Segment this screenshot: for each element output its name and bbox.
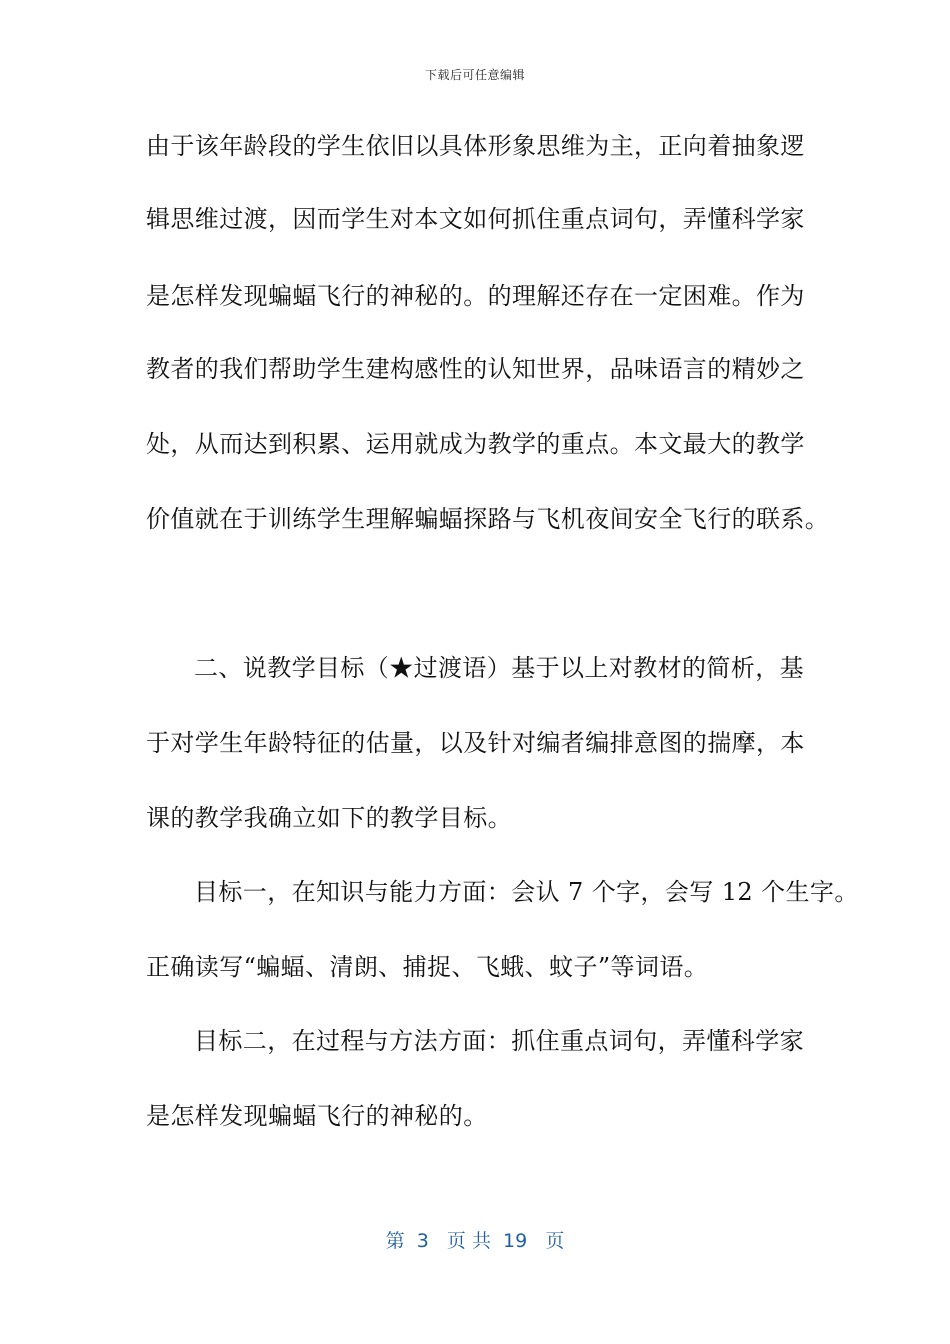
body-line-2: 辑思维过渡，因而学生对本文如何抓住重点词句，弄懂科学家 <box>146 205 805 233</box>
body-line-1: 由于该年龄段的学生依旧以具体形象思维为主，正向着抽象逻 <box>146 132 805 160</box>
page-header: 下载后可任意编辑 <box>424 68 525 82</box>
goal-one-line: 目标一，在知识与能力方面：会认 7 个字，会写 12 个生字。 <box>194 878 859 906</box>
page-number-footer: 第 3 页 共 19 页 <box>385 1230 565 1252</box>
body-line-6: 价值就在于训练学生理解蝙蝠探路与飞机夜间安全飞行的联系。 <box>146 505 830 533</box>
body-line-3: 是怎样发现蝙蝠飞行的神秘的。的理解还存在一定困难。作为 <box>146 282 805 310</box>
body-line-8: 于对学生年龄特征的估量，以及针对编者编排意图的揣摩，本 <box>146 729 805 757</box>
goal-two-line: 目标二，在过程与方法方面：抓住重点词句，弄懂科学家 <box>194 1027 804 1055</box>
body-line-11: 正确读写“蝙蝠、清朗、捕捉、飞蛾、蚊子”等词语。 <box>146 953 709 981</box>
body-line-9: 课的教学我确立如下的教学目标。 <box>146 804 512 832</box>
body-line-13: 是怎样发现蝙蝠飞行的神秘的。 <box>146 1102 488 1130</box>
body-line-5: 处，从而达到积累、运用就成为教学的重点。本文最大的教学 <box>146 430 805 458</box>
section-heading-line: 二、说教学目标（★过渡语）基于以上对教材的简析，基 <box>194 654 804 682</box>
body-line-4: 教者的我们帮助学生建构感性的认知世界，品味语言的精妙之 <box>146 355 805 383</box>
